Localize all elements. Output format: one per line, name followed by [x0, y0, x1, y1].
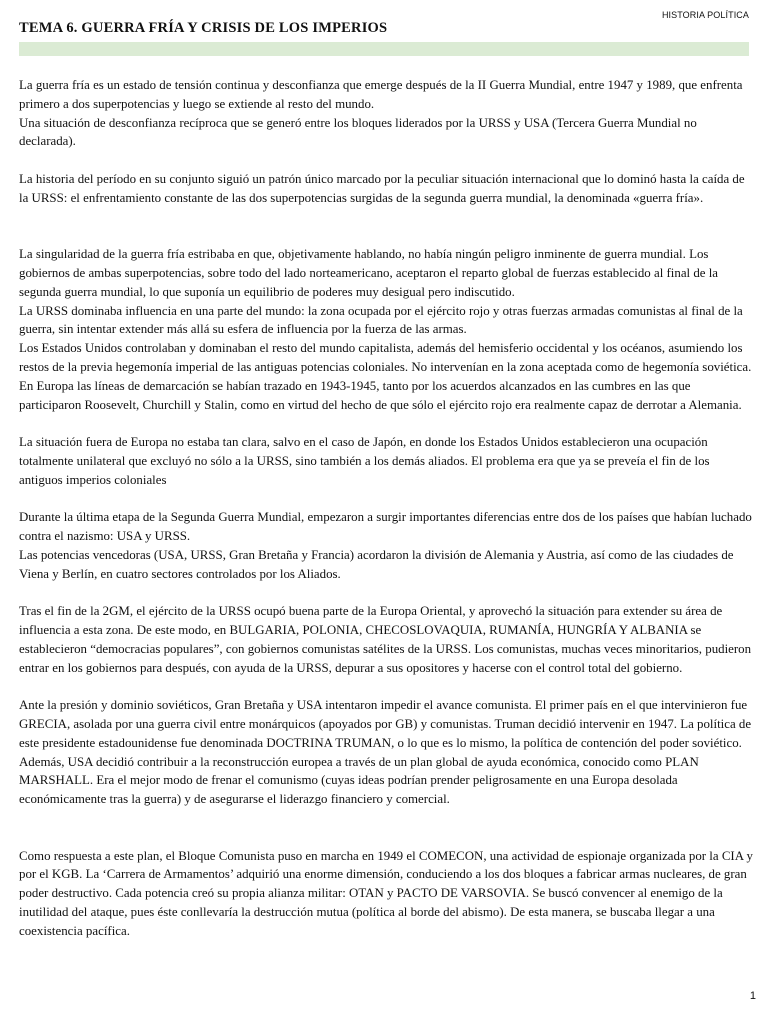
- page-number: 1: [749, 990, 756, 1002]
- paragraph: Durante la última etapa de la Segunda Guerra Mundial, empezaron a surgir importantes diferencias entre dos de los países que habían luchado contra el nazismo: USA y URSS.: [19, 510, 752, 544]
- title-highlight-band: [19, 42, 749, 56]
- running-header: HISTORIA POLÍTICA: [661, 10, 749, 20]
- paragraph: Los Estados Unidos controlaban y dominaban el resto del mundo capitalista, además del hemisferio occidental y los océanos, asumiendo los restos de la previa hegemonía imperial de las antiguas potencias coloniales. No intervenían en la zona aceptada como de hegemonía soviética. En Europa las líneas de demarcación se habían trazado en 1943-1945, tanto por los acuerdos alcanzados en las cumbres en las que participaron Roosevelt, Churchill y Stalin, como en virtud del hecho de que sólo el ejército rojo era realmente capaz de derrotar a Alemania.: [19, 341, 752, 412]
- paragraph-gap: [19, 414, 755, 433]
- paragraph-gap: [19, 809, 755, 847]
- paragraph: La singularidad de la guerra fría estribaba en que, objetivamente hablando, no había ningún peligro inminente de guerra mundial. Los gobiernos de ambas superpotencias, sobre todo del lado norteamericano, aceptaron el reparto global de fuerzas establecido al final de la segunda guerra mundial, lo que suponía un equilibrio de poderes muy desigual pero indiscutido.: [19, 247, 719, 299]
- paragraph: Las potencias vencedoras (USA, URSS, Gran Bretaña y Francia) acordaron la división de Alemania y Austria, así como de las ciudades de Viena y Berlín, en cuatro sectores controlados por los Aliados.: [19, 547, 734, 581]
- paragraph: La situación fuera de Europa no estaba tan clara, salvo en el caso de Japón, en donde los Estados Unidos establecieron una ocupación totalmente unilateral que excluyó no sólo a la URSS, sino también a los demás aliados. El problema era que ya se preveía el fin de los antiguos imperios coloniales: [19, 435, 710, 487]
- paragraph: La guerra fría es un estado de tensión continua y desconfianza que emerge después de la II Guerra Mundial, entre 1947 y 1989, que enfrenta primero a dos superpotencias y luego se extiende al resto del mundo.: [19, 78, 743, 111]
- paragraph: Como respuesta a este plan, el Bloque Comunista puso en marcha en 1949 el COMECON, una actividad de espionaje organizada por la CIA y por el KGB. La ‘Carrera de Armamentos’ adquirió una enorme dimensión, conduciendo a los dos bloques a fabricar armas nucleares, de gran poder destructivo. Cada potencia creó su propia alianza militar: OTAN y PACTO DE VARSOVIA. Se buscó convencer al enemigo de la inutilidad del ataque, pues éste conllevaría la destrucción mutua (política al borde del abismo). De esta manera, se buscaba llegar a una coexistencia pacífica.: [19, 848, 753, 938]
- document-body: [19, 76, 755, 941]
- paragraph: Una situación de desconfianza recíproca que se generó entre los bloques liderados por la URSS y USA (Tercera Guerra Mundial no declarada).: [19, 115, 697, 149]
- paragraph-gap: [19, 208, 755, 246]
- paragraph-gap: [19, 490, 755, 509]
- paragraph: Ante la presión y dominio soviéticos, Gran Bretaña y USA intentaron impedir el avance comunista. El primer país en el que intervinieron fue GRECIA, asolada por una guerra civil entre monárquicos (apoyados por GB) y comunistas. Truman decidió intervenir en 1947. La política de este presidente estadounidense fue denominada DOCTRINA TRUMAN, o lo que es lo mismo, la política de contención del poder soviético. Además, USA decidió contribuir a la reconstrucción europea a través de un plan global de ayuda económica, conocido como PLAN MARSHALL. Era el mejor modo de frenar el comunismo (cuyas ideas podrían prender peligrosamente en una Europa desolada económicamente tras la guerra) y de asegurarse el liderazgo financiero y comercial.: [19, 698, 752, 807]
- paragraph: La URSS dominaba influencia en una parte del mundo: la zona ocupada por el ejército rojo y otras fuerzas armadas comunistas al final de la guerra, sin intentar extender más allá su esfera de influencia por la fuerza de las armas.: [19, 303, 743, 337]
- document-title: TEMA 6. GUERRA FRÍA Y CRISIS DE LOS IMPERIOS: [19, 20, 388, 36]
- paragraph-gap: [19, 151, 755, 170]
- paragraph: Tras el fin de la 2GM, el ejército de la URSS ocupó buena parte de la Europa Oriental, y aprovechó la situación para extender su área de influencia a esta zona. De este modo, en BULGARIA, POLONIA, CHECOSLOVAQUIA, RUMANÍA, HUNGRÍA Y ALBANIA se establecieron “democracias populares”, con gobiernos comunistas satélites de la URSS. Los comunistas, muchas veces minoritarios, pudieron entrar en los gobiernos para después, con ayuda de la URSS, depurar a sus opositores y hacerse con el control total del gobierno.: [19, 604, 752, 675]
- paragraph: La historia del período en su conjunto siguió un patrón único marcado por la peculiar situación internacional que lo dominó hasta la caída de la URSS: el enfrentamiento constante de las dos superpotencias surgidas de la segunda guerra mundial, la denominada «guerra fría».: [19, 171, 745, 205]
- paragraph-gap: [19, 584, 755, 603]
- paragraph-gap: [19, 678, 755, 697]
